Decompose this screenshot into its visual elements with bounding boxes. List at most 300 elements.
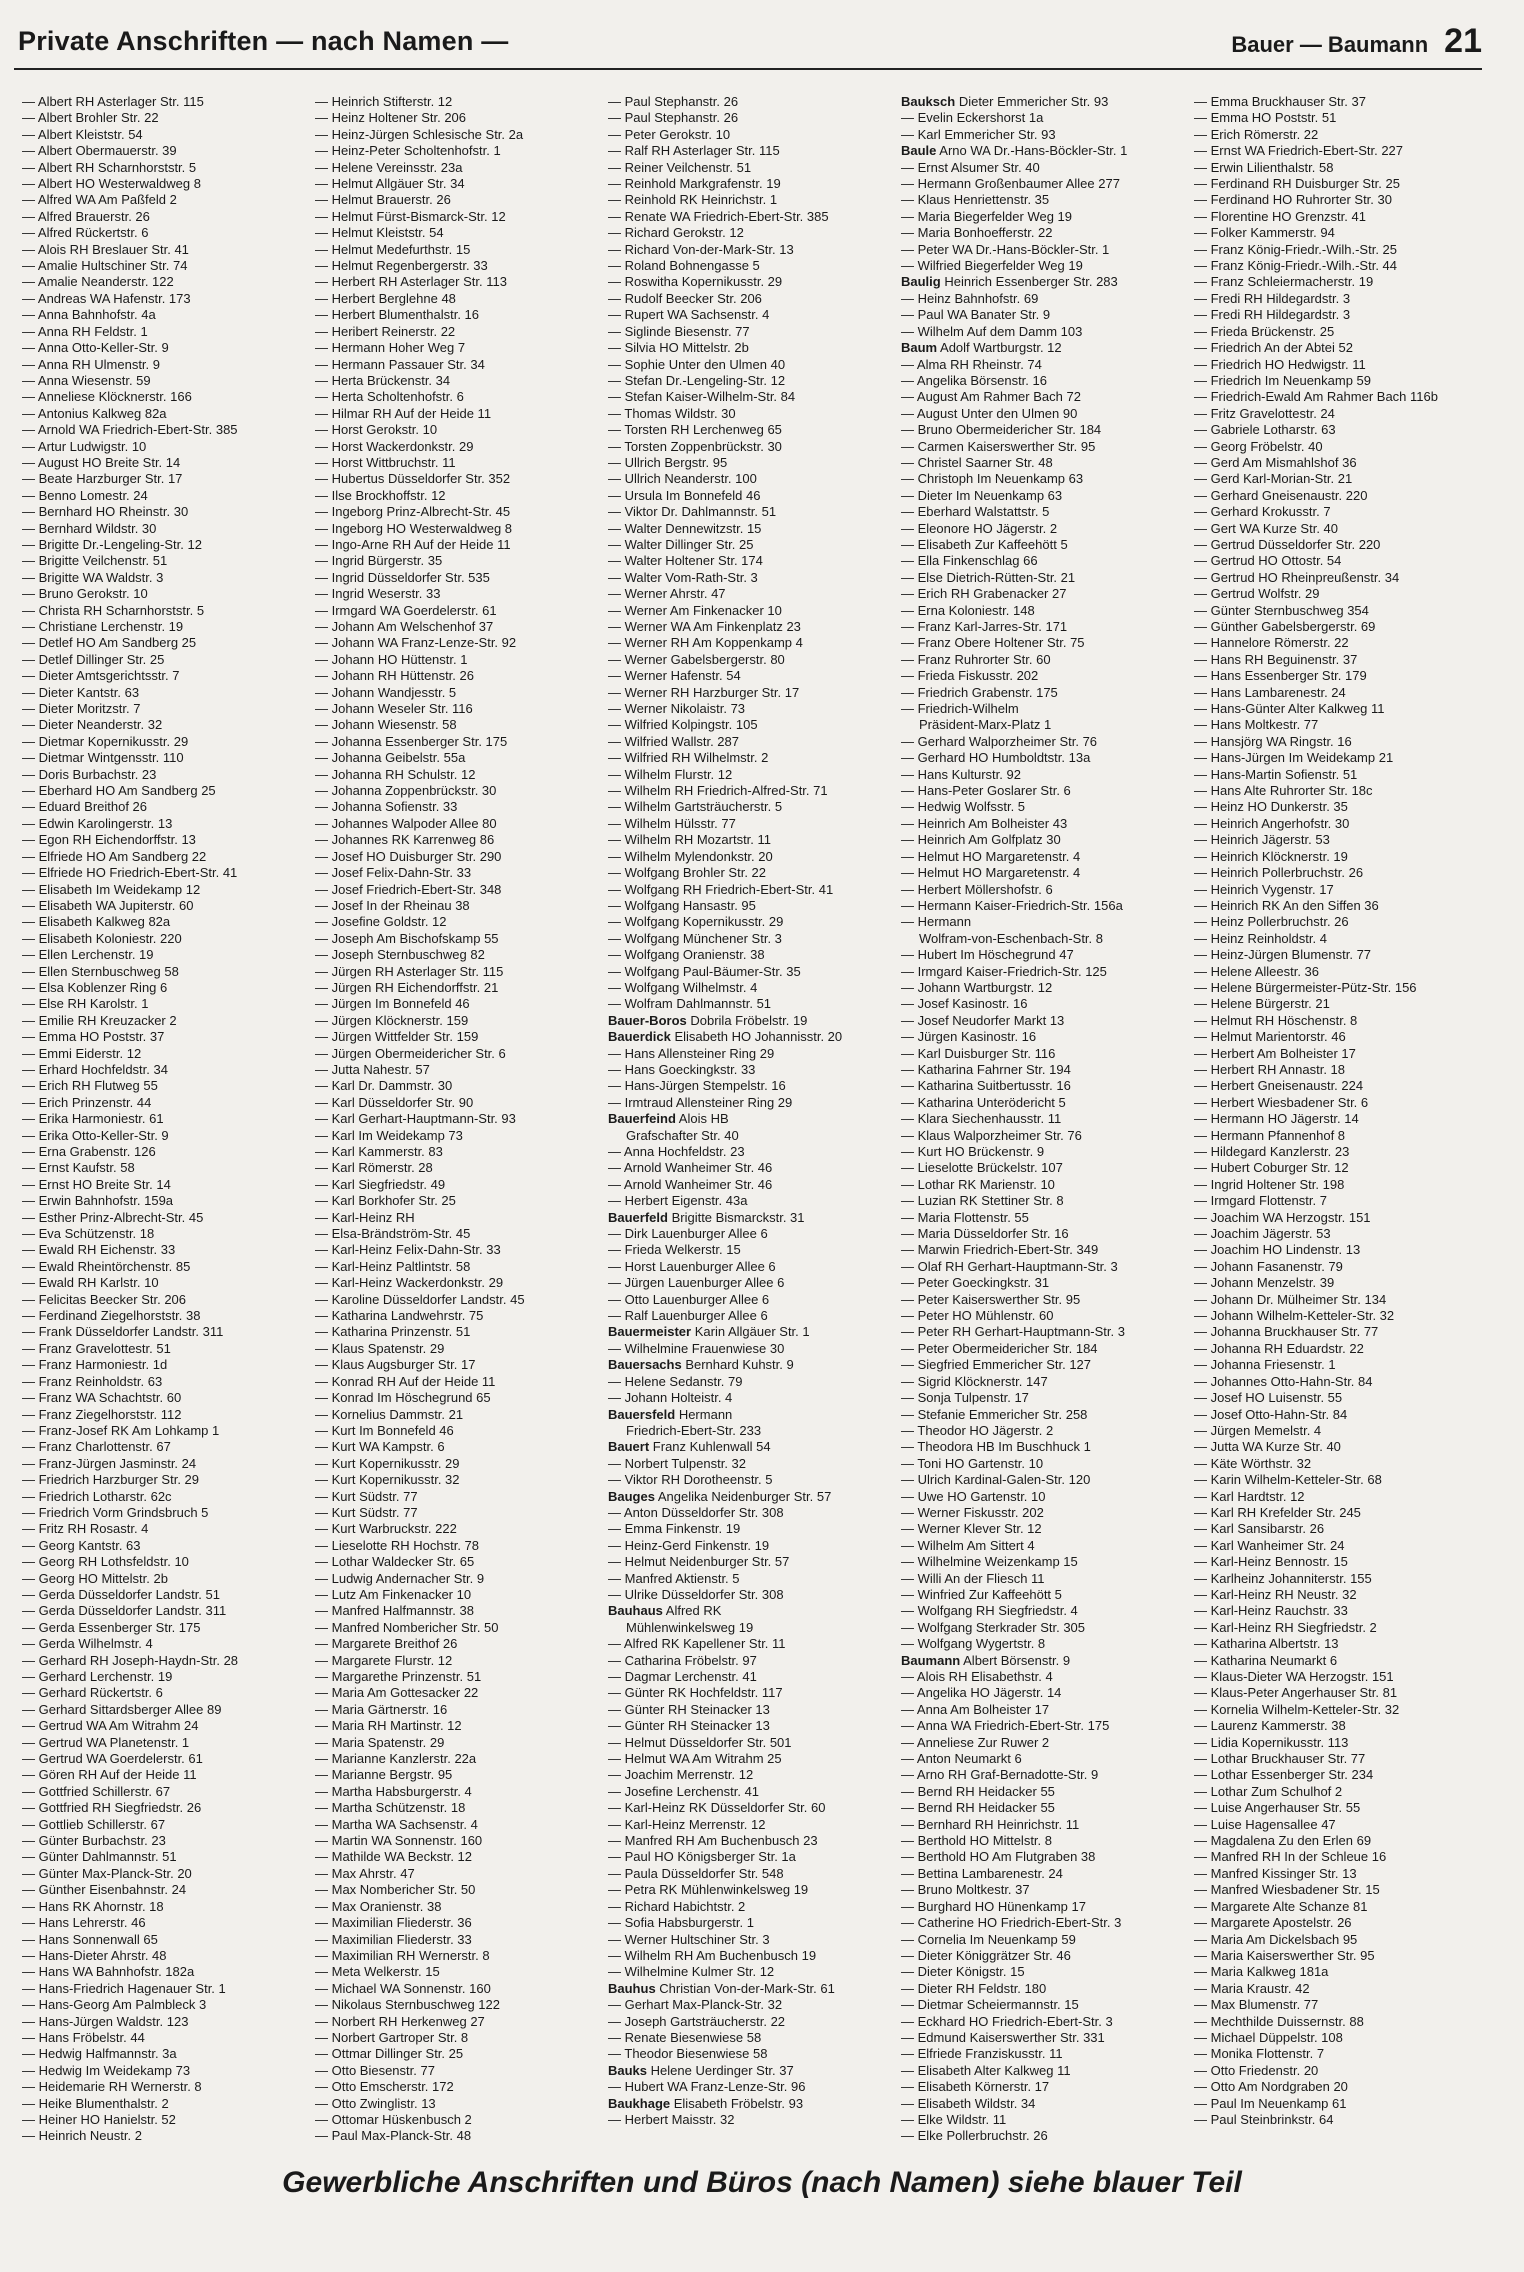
directory-entry: — Friedrich Lotharstr. 62c bbox=[22, 1488, 172, 1504]
directory-entry: — Herbert Blumenthalstr. 16 bbox=[315, 307, 480, 323]
directory-entry: — Gottfried Schillerstr. 67 bbox=[22, 1783, 171, 1799]
name-range: Bauer — Baumann bbox=[1231, 32, 1429, 57]
directory-entry: — Luise Hagensallee 47 bbox=[1194, 1816, 1336, 1832]
surname-heading: Bauerfeind bbox=[608, 1111, 676, 1127]
directory-entry: — Karl Im Weidekamp 73 bbox=[315, 1127, 463, 1143]
directory-entry: — Günter RH Steinacker 13 bbox=[608, 1718, 770, 1734]
directory-entry: — Walter Dillinger Str. 25 bbox=[608, 536, 754, 552]
directory-entry: — Ullrich Bergstr. 95 bbox=[608, 454, 728, 470]
directory-entry: — Karoline Düsseldorfer Landstr. 45 bbox=[315, 1291, 525, 1307]
directory-entry: — Ernst HO Breite Str. 14 bbox=[22, 1176, 171, 1192]
directory-entry: — Marianne Kanzlerstr. 22a bbox=[315, 1751, 477, 1767]
directory-entry: — Christoph Im Neuenkamp 63 bbox=[901, 471, 1084, 487]
directory-entry: — Emilie RH Kreuzacker 2 bbox=[22, 1012, 177, 1028]
directory-entry: — Johanna Essenberger Str. 175 bbox=[315, 733, 508, 749]
directory-entry: — Hubert Im Höschegrund 47 bbox=[901, 947, 1074, 963]
directory-entry: — Werner Fiskusstr. 202 bbox=[901, 1504, 1044, 1520]
directory-entry: Bauerdick Elisabeth HO Johannisstr. 20 bbox=[608, 1029, 843, 1045]
directory-entry: — Emma HO Poststr. 37 bbox=[22, 1029, 165, 1045]
directory-entry: — Wilhelm Am Sittert 4 bbox=[901, 1537, 1035, 1553]
directory-entry: — Dieter Im Neuenkamp 63 bbox=[901, 487, 1063, 503]
directory-entry: — Joseph Sternbuschweg 82 bbox=[315, 947, 485, 963]
directory-entry: — Johanna Friesenstr. 1 bbox=[1194, 1357, 1336, 1373]
directory-entry: — Gerda Essenberger Str. 175 bbox=[22, 1619, 201, 1635]
directory-entry: — Johanna Geibelstr. 55a bbox=[315, 750, 466, 766]
directory-entry: — Manfred RH In der Schleue 16 bbox=[1194, 1849, 1387, 1865]
directory-entry: — Reinhold RK Heinrichstr. 1 bbox=[608, 192, 778, 208]
directory-entry: — Elke Pollerbruchstr. 26 bbox=[901, 2128, 1048, 2144]
directory-entry: — Michael Düppelstr. 108 bbox=[1194, 2029, 1343, 2045]
directory-entry: — Stefan Kaiser-Wilhelm-Str. 84 bbox=[608, 389, 796, 405]
directory-entry: — Gerhard Gneisenaustr. 220 bbox=[1194, 487, 1368, 503]
directory-entry: — Wilhelm Mylendonkstr. 20 bbox=[608, 848, 773, 864]
directory-entry: — Elisabeth Wildstr. 34 bbox=[901, 2095, 1036, 2111]
directory-entry: — Eleonore HO Jägerstr. 2 bbox=[901, 520, 1058, 536]
footer-note: Gewerbliche Anschriften und Büros (nach Namen) siehe blauer Teil bbox=[282, 2166, 1242, 2199]
directory-entry: — Herta Scholtenhofstr. 6 bbox=[315, 389, 464, 405]
directory-entry: — Renate Biesenwiese 58 bbox=[608, 2029, 762, 2045]
directory-entry: — Fritz Gravelottestr. 24 bbox=[1194, 405, 1335, 421]
directory-entry: — Bettina Lambarenestr. 24 bbox=[901, 1865, 1063, 1881]
directory-entry: — Peter Goeckingkstr. 31 bbox=[901, 1275, 1050, 1291]
directory-entry: — Franz König-Friedr.-Wilh.-Str. 44 bbox=[1194, 258, 1397, 274]
directory-entry: — Jürgen Klöcknerstr. 159 bbox=[315, 1012, 469, 1028]
directory-entry: — Winfried Zur Kaffeehött 5 bbox=[901, 1586, 1062, 1602]
directory-entry: — Helmut Regenbergerstr. 33 bbox=[315, 258, 488, 274]
directory-entry: — Maria RH Martinstr. 12 bbox=[315, 1718, 462, 1734]
directory-entry: — Karl-Heinz Bennostr. 15 bbox=[1194, 1554, 1348, 1570]
directory-entry: — Johann Wilhelm-Ketteler-Str. 32 bbox=[1194, 1308, 1395, 1324]
directory-entry: — Friedrich Grabenstr. 175 bbox=[901, 684, 1058, 700]
directory-entry: — Karl Gerhart-Hauptmann-Str. 93 bbox=[315, 1111, 516, 1127]
directory-entry: — Hedwig Halfmannstr. 3a bbox=[22, 2046, 177, 2062]
directory-entry: — Ingrid Holtener Str. 198 bbox=[1194, 1176, 1345, 1192]
directory-entry: — Jürgen RH Asterlager Str. 115 bbox=[315, 963, 504, 979]
directory-entry: — August Am Rahmer Bach 72 bbox=[901, 389, 1081, 405]
page-number: 21 bbox=[1444, 22, 1482, 60]
directory-entry: — Friedrich Harzburger Str. 29 bbox=[22, 1472, 200, 1488]
directory-entry: — Arno RH Graf-Bernadotte-Str. 9 bbox=[901, 1767, 1099, 1783]
column-4 bbox=[901, 94, 1194, 2144]
directory-entry: Mühlenwinkelsweg 19 bbox=[626, 1619, 754, 1635]
directory-entry: — Helmut RH Höschenstr. 8 bbox=[1194, 1012, 1358, 1028]
directory-entry: — Norbert Gartroper Str. 8 bbox=[315, 2029, 469, 2045]
directory-entry: — Maximilian Fliederstr. 36 bbox=[315, 1915, 472, 1931]
directory-entry: — Werner Hultschiner Str. 3 bbox=[608, 1931, 770, 1947]
directory-entry: — Catharina Fröbelstr. 97 bbox=[608, 1652, 757, 1668]
directory-entry: — Maximilian Fliederstr. 33 bbox=[315, 1931, 472, 1947]
directory-entry: Bauks Helene Uerdinger Str. 37 bbox=[608, 2062, 794, 2078]
directory-entry: — Margarete Alte Schanze 81 bbox=[1194, 1898, 1368, 1914]
directory-entry: — Emma HO Poststr. 51 bbox=[1194, 110, 1337, 126]
directory-entry: — Walter Dennewitzstr. 15 bbox=[608, 520, 762, 536]
directory-entry: — Jürgen RH Eichendorffstr. 21 bbox=[315, 979, 499, 995]
directory-entry: — Ellen Sternbuschweg 58 bbox=[22, 963, 179, 979]
directory-entry: — Gottfried RH Siegfriedstr. 26 bbox=[22, 1800, 202, 1816]
directory-entry: — Jürgen Wittfelder Str. 159 bbox=[315, 1029, 479, 1045]
directory-entry: — Wolfgang Sterkrader Str. 305 bbox=[901, 1619, 1086, 1635]
surname-heading: Bauersfeld bbox=[608, 1406, 676, 1422]
directory-entry: — Dieter Moritzstr. 7 bbox=[22, 701, 141, 717]
directory-entry: — Jürgen Im Bonnefeld 46 bbox=[315, 996, 470, 1012]
directory-entry: — Helmut Marientorstr. 46 bbox=[1194, 1029, 1346, 1045]
directory-entry: — Erna Koloniestr. 148 bbox=[901, 602, 1035, 618]
directory-entry: — Margarete Flurstr. 12 bbox=[315, 1652, 453, 1668]
directory-entry: — Wilfried Wallstr. 287 bbox=[608, 733, 739, 749]
directory-entry: — Helmut Medefurthstr. 15 bbox=[315, 241, 471, 257]
directory-entry: — Paul Steinbrinkstr. 64 bbox=[1194, 2111, 1334, 2127]
directory-entry: — August HO Breite Str. 14 bbox=[22, 454, 181, 470]
directory-entry: — Lieselotte Brückelstr. 107 bbox=[901, 1160, 1063, 1176]
directory-entry: — Sofia Habsburgerstr. 1 bbox=[608, 1915, 754, 1931]
directory-entry: — Rudolf Beecker Str. 206 bbox=[608, 290, 762, 306]
directory-entry: — Brigitte Veilchenstr. 51 bbox=[22, 553, 168, 569]
directory-entry: — Ewald RH Karlstr. 10 bbox=[22, 1275, 159, 1291]
directory-entry: — Karl Wanheimer Str. 24 bbox=[1194, 1537, 1345, 1553]
directory-entry: — Catherine HO Friedrich-Ebert-Str. 3 bbox=[901, 1915, 1122, 1931]
directory-entry: — Gertrud WA Am Witrahm 24 bbox=[22, 1718, 199, 1734]
directory-entry: — Elisabeth WA Jupiterstr. 60 bbox=[22, 897, 194, 913]
directory-columns bbox=[22, 94, 1510, 2144]
directory-entry: — Ralf Lauenburger Allee 6 bbox=[608, 1308, 768, 1324]
directory-entry: — Lothar Zum Schulhof 2 bbox=[1194, 1783, 1343, 1799]
directory-entry: — Dieter RH Feldstr. 180 bbox=[901, 1980, 1047, 1996]
directory-entry: — Albert RH Asterlager Str. 115 bbox=[22, 94, 204, 109]
directory-entry: — Hans Allensteiner Ring 29 bbox=[608, 1045, 775, 1061]
directory-entry: — Gerhard HO Humboldtstr. 13a bbox=[901, 750, 1091, 766]
directory-entry: — Max Blumenstr. 77 bbox=[1194, 1997, 1319, 2013]
directory-entry: — Theodor HO Jägerstr. 2 bbox=[901, 1422, 1054, 1438]
directory-entry: — Johann RH Hüttenstr. 26 bbox=[315, 668, 474, 684]
directory-entry: — Elke Wildstr. 11 bbox=[901, 2111, 1007, 2127]
directory-entry: — Edmund Kaiserswerther Str. 331 bbox=[901, 2029, 1105, 2045]
directory-entry: — Norbert RH Herkenweg 27 bbox=[315, 2013, 485, 2029]
directory-entry: — Peter HO Mühlenstr. 60 bbox=[901, 1308, 1054, 1324]
directory-entry: — Klara Siechenhausstr. 11 bbox=[901, 1111, 1062, 1127]
directory-entry: — Heinrich Vygenstr. 17 bbox=[1194, 881, 1334, 897]
directory-entry: — Irmgard Flottenstr. 7 bbox=[1194, 1193, 1327, 1209]
directory-entry: — Ursula Im Bonnefeld 46 bbox=[608, 487, 761, 503]
directory-entry: — Herbert Am Bolheister 17 bbox=[1194, 1045, 1356, 1061]
directory-entry: — Maria Am Dickelsbach 95 bbox=[1194, 1931, 1358, 1947]
directory-entry: — Friedrich Im Neuenkamp 59 bbox=[1194, 372, 1372, 388]
directory-entry: — Berthold HO Am Flutgraben 38 bbox=[901, 1849, 1096, 1865]
directory-entry: — Arnold Wanheimer Str. 46 bbox=[608, 1176, 773, 1192]
directory-entry: — Gerhard RH Joseph-Haydn-Str. 28 bbox=[22, 1652, 239, 1668]
directory-entry: — Klaus-Peter Angerhauser Str. 81 bbox=[1194, 1685, 1398, 1701]
directory-entry: — Heinrich Klöcknerstr. 19 bbox=[1194, 848, 1348, 864]
directory-entry: — Gerhard Rückertstr. 6 bbox=[22, 1685, 163, 1701]
directory-entry: — Wilhelm Flurstr. 12 bbox=[608, 766, 733, 782]
directory-entry: — Lothar Essenberger Str. 234 bbox=[1194, 1767, 1374, 1783]
directory-entry: — Kornelius Dammstr. 21 bbox=[315, 1406, 464, 1422]
directory-entry: — Ewald RH Eichenstr. 33 bbox=[22, 1242, 176, 1258]
directory-entry: — Wolfgang RH Siegfriedstr. 4 bbox=[901, 1603, 1078, 1619]
directory-entry: — Elsa-Brändström-Str. 45 bbox=[315, 1226, 471, 1242]
directory-entry: — Emmi Eiderstr. 12 bbox=[22, 1045, 142, 1061]
directory-entry: — Edwin Karolingerstr. 13 bbox=[22, 815, 173, 831]
directory-entry: — Albert HO Westerwaldweg 8 bbox=[22, 176, 201, 192]
directory-entry: — Erich RH Flutweg 55 bbox=[22, 1078, 158, 1094]
directory-entry: Bauges Angelika Neidenburger Str. 57 bbox=[608, 1488, 832, 1504]
directory-entry: — Karl-Heinz RK Düsseldorfer Str. 60 bbox=[608, 1800, 826, 1816]
directory-entry: — Bernhard Wildstr. 30 bbox=[22, 520, 157, 536]
directory-entry: — Anna Wiesenstr. 59 bbox=[22, 372, 151, 388]
surname-heading: Bauges bbox=[608, 1488, 655, 1504]
page-header-right bbox=[1231, 22, 1482, 61]
directory-entry: Friedrich-Ebert-Str. 233 bbox=[626, 1422, 762, 1438]
directory-entry: — Gertrud WA Goerdelerstr. 61 bbox=[22, 1751, 203, 1767]
directory-entry: — Monika Flottenstr. 7 bbox=[1194, 2046, 1325, 2062]
directory-entry: — Katharina Fahrner Str. 194 bbox=[901, 1061, 1071, 1077]
surname-heading: Baule bbox=[901, 143, 937, 159]
directory-entry: — Helmut HO Margaretenstr. 4 bbox=[901, 848, 1081, 864]
directory-entry: — Eberhard Walstattstr. 5 bbox=[901, 504, 1050, 520]
directory-entry: — Gerda Düsseldorfer Landstr. 51 bbox=[22, 1586, 220, 1602]
directory-entry: — Klaus Henriettenstr. 35 bbox=[901, 192, 1050, 208]
directory-entry: — Bruno Obermeidericher Str. 184 bbox=[901, 422, 1102, 438]
directory-entry: — Theodor Biesenwiese 58 bbox=[608, 2046, 768, 2062]
directory-entry: — Hans-Günter Alter Kalkweg 11 bbox=[1194, 701, 1385, 717]
directory-entry: — Reiner Veilchenstr. 51 bbox=[608, 159, 752, 175]
directory-entry: — Konrad RH Auf der Heide 11 bbox=[315, 1373, 496, 1389]
directory-entry: — Richard Von-der-Mark-Str. 13 bbox=[608, 241, 794, 257]
directory-entry: — Katharina Neumarkt 6 bbox=[1194, 1652, 1338, 1668]
directory-entry: — Wilfried RH Wilhelmstr. 2 bbox=[608, 750, 769, 766]
directory-entry: — Kurt Südstr. 77 bbox=[315, 1488, 418, 1504]
directory-entry: — Heinz-Jürgen Blumenstr. 77 bbox=[1194, 947, 1372, 963]
directory-entry: — Joseph Gartsträucherstr. 22 bbox=[608, 2013, 786, 2029]
page-header bbox=[14, 22, 1482, 70]
directory-entry: — Heinz Bahnhofstr. 69 bbox=[901, 290, 1039, 306]
directory-entry: — Rupert WA Sachsenstr. 4 bbox=[608, 307, 770, 323]
directory-entry: — Theodora HB Im Buschhuck 1 bbox=[901, 1439, 1091, 1455]
directory-entry: — Karl-Heinz Merrenstr. 12 bbox=[608, 1816, 766, 1832]
directory-entry: — Klaus Spatenstr. 29 bbox=[315, 1340, 445, 1356]
directory-entry: — Felicitas Beecker Str. 206 bbox=[22, 1291, 187, 1307]
directory-entry: — Margarete Breithof 26 bbox=[315, 1636, 458, 1652]
directory-entry: — Christiane Lerchenstr. 19 bbox=[22, 619, 184, 634]
directory-entry: — Jutta WA Kurze Str. 40 bbox=[1194, 1439, 1341, 1455]
directory-entry: — Karl Düsseldorfer Str. 90 bbox=[315, 1094, 474, 1110]
directory-entry: — Johann Am Welschenhof 37 bbox=[315, 619, 494, 634]
directory-entry: — Dietmar Kopernikusstr. 29 bbox=[22, 733, 189, 749]
directory-entry: — Helmut Allgäuer Str. 34 bbox=[315, 176, 465, 192]
directory-entry: — Klaus Walporzheimer Str. 76 bbox=[901, 1127, 1082, 1143]
directory-entry: — Evelin Eckershorst 1a bbox=[901, 110, 1044, 126]
directory-entry: — Gerd Karl-Morian-Str. 21 bbox=[1194, 471, 1353, 487]
directory-entry: — Hans-Jürgen Stempelstr. 16 bbox=[608, 1078, 786, 1094]
directory-entry: — Mechthilde Duissernstr. 88 bbox=[1194, 2013, 1364, 2029]
directory-entry: — Friedrich-Ewald Am Rahmer Bach 116b bbox=[1194, 389, 1438, 405]
page-title: Private Anschriften — nach Namen — bbox=[18, 26, 509, 56]
surname-heading: Bauks bbox=[608, 2062, 648, 2078]
directory-entry: — Gabriele Lotharstr. 63 bbox=[1194, 422, 1336, 438]
directory-entry: — Ilse Brockhoffstr. 12 bbox=[315, 487, 446, 503]
directory-entry: — Josef HO Duisburger Str. 290 bbox=[315, 848, 502, 864]
directory-entry: — Johann WA Franz-Lenze-Str. 92 bbox=[315, 635, 517, 651]
directory-entry: — Thomas Wildstr. 30 bbox=[608, 405, 736, 421]
directory-entry: — Burghard HO Hünenkamp 17 bbox=[901, 1898, 1086, 1914]
directory-entry: — Werner Klever Str. 12 bbox=[901, 1521, 1042, 1537]
directory-entry: Baukhage Elisabeth Fröbelstr. 93 bbox=[608, 2095, 804, 2111]
directory-entry: — Helmut Neidenburger Str. 57 bbox=[608, 1554, 790, 1570]
directory-entry: — Helmut Brauerstr. 26 bbox=[315, 192, 451, 208]
directory-entry: — Werner Gabelsbergerstr. 80 bbox=[608, 651, 785, 667]
directory-entry: — Silvia HO Mittelstr. 2b bbox=[608, 340, 749, 356]
directory-entry: — Franz-Jürgen Jasminstr. 24 bbox=[22, 1455, 197, 1471]
directory-entry: — Torsten Zoppenbrückstr. 30 bbox=[608, 438, 782, 454]
directory-entry: — Otto Biesenstr. 77 bbox=[315, 2062, 435, 2078]
directory-entry: — Jürgen Obermeidericher Str. 6 bbox=[315, 1045, 506, 1061]
directory-entry: — Johann Wiesenstr. 58 bbox=[315, 717, 457, 733]
directory-entry: — Hildegard Kanzlerstr. 23 bbox=[1194, 1144, 1350, 1159]
directory-entry: — Günter Dahlmannstr. 51 bbox=[22, 1849, 177, 1865]
directory-entry: — Amalie Hultschiner Str. 74 bbox=[22, 258, 188, 274]
directory-entry: — Hermann bbox=[901, 914, 972, 930]
directory-entry: — Reinhold Markgrafenstr. 19 bbox=[608, 176, 781, 192]
directory-entry: — Josef Friedrich-Ebert-Str. 348 bbox=[315, 881, 502, 897]
directory-entry: — Karl Duisburger Str. 116 bbox=[901, 1045, 1056, 1061]
directory-entry: — Konrad Im Höschegrund 65 bbox=[315, 1390, 491, 1406]
directory-entry: — Helene Bürgermeister-Pütz-Str. 156 bbox=[1194, 979, 1417, 995]
directory-entry: — Heinrich Angerhofstr. 30 bbox=[1194, 815, 1350, 831]
directory-entry: — Olaf RH Gerhart-Hauptmann-Str. 3 bbox=[901, 1258, 1118, 1274]
directory-entry: — Roland Bohnengasse 5 bbox=[608, 258, 760, 274]
directory-entry: — Hermann Großenbaumer Allee 277 bbox=[901, 176, 1120, 192]
directory-entry: — Anna WA Friedrich-Ebert-Str. 175 bbox=[901, 1718, 1110, 1734]
directory-entry: — Friedrich Vorm Grindsbruch 5 bbox=[22, 1504, 209, 1520]
directory-entry: Wolfram-von-Eschenbach-Str. 8 bbox=[919, 930, 1103, 946]
directory-entry: — Elfriede Franziskusstr. 11 bbox=[901, 2046, 1063, 2062]
directory-entry: — Hedwig Wolfsstr. 5 bbox=[901, 799, 1026, 815]
directory-entry: — Kurt WA Kampstr. 6 bbox=[315, 1439, 445, 1455]
surname-heading: Baumann bbox=[901, 1652, 961, 1668]
directory-entry: Bauhus Christian Von-der-Mark-Str. 61 bbox=[608, 1980, 835, 1996]
directory-entry: — Albert Obermauerstr. 39 bbox=[22, 143, 177, 159]
directory-entry: — Josef Felix-Dahn-Str. 33 bbox=[315, 865, 472, 881]
surname-heading: Bauert bbox=[608, 1439, 650, 1455]
directory-entry: — Ullrich Neanderstr. 100 bbox=[608, 471, 757, 487]
directory-entry: — Gertrud HO Ottostr. 54 bbox=[1194, 553, 1342, 569]
directory-entry: — Karl Dr. Dammstr. 30 bbox=[315, 1078, 453, 1094]
directory-entry: — Karl-Heinz RH Neustr. 32 bbox=[1194, 1586, 1357, 1602]
directory-entry: — Meta Welkerstr. 15 bbox=[315, 1964, 440, 1980]
directory-entry: — Elisabeth Koloniestr. 220 bbox=[22, 930, 182, 946]
directory-entry: — Wolfgang Wilhelmstr. 4 bbox=[608, 979, 758, 995]
directory-entry: — Irmgard Kaiser-Friedrich-Str. 125 bbox=[901, 963, 1107, 979]
directory-entry: — Josef Otto-Hahn-Str. 84 bbox=[1194, 1406, 1348, 1422]
directory-entry: — Jürgen Kasinostr. 16 bbox=[901, 1029, 1037, 1045]
directory-entry: — Günter Burbachstr. 23 bbox=[22, 1833, 166, 1849]
directory-entry: — Johann HO Hüttenstr. 1 bbox=[315, 651, 468, 667]
directory-entry: — Georg Fröbelstr. 40 bbox=[1194, 438, 1323, 454]
directory-entry: — Hans-Friedrich Hagenauer Str. 1 bbox=[22, 1980, 226, 1996]
directory-entry: — Paul Max-Planck-Str. 48 bbox=[315, 2128, 472, 2144]
directory-entry: — Irmgard WA Goerdelerstr. 61 bbox=[315, 602, 497, 618]
directory-entry: — Wolfgang Paul-Bäumer-Str. 35 bbox=[608, 963, 801, 979]
directory-entry: — Petra RK Mühlenwinkelsweg 19 bbox=[608, 1882, 809, 1898]
directory-entry: — Ulrich Kardinal-Galen-Str. 120 bbox=[901, 1472, 1091, 1488]
directory-entry: — Gerda Düsseldorfer Landstr. 311 bbox=[22, 1603, 227, 1619]
directory-entry: — Karl Emmericher Str. 93 bbox=[901, 126, 1056, 142]
directory-entry: — Heinrich Neustr. 2 bbox=[22, 2128, 142, 2144]
directory-entry: — Egon RH Eichendorffstr. 13 bbox=[22, 832, 196, 848]
directory-entry: — Klaus Augsburger Str. 17 bbox=[315, 1357, 476, 1373]
directory-entry: — Dagmar Lerchenstr. 41 bbox=[608, 1669, 757, 1684]
directory-entry: — Johanna Bruckhauser Str. 77 bbox=[1194, 1324, 1379, 1340]
directory-entry: — Fredi RH Hildegardstr. 3 bbox=[1194, 290, 1351, 306]
directory-entry: — Eberhard HO Am Sandberg 25 bbox=[22, 783, 216, 799]
directory-entry: — Florentine HO Grenzstr. 41 bbox=[1194, 208, 1366, 224]
directory-entry: — Alfred Rückertstr. 6 bbox=[22, 225, 149, 241]
directory-entry: — Emma Finkenstr. 19 bbox=[608, 1521, 741, 1537]
directory-entry: — Hans Alte Ruhrorter Str. 18c bbox=[1194, 783, 1373, 799]
directory-entry: — Elsa Koblenzer Ring 6 bbox=[22, 979, 168, 995]
directory-entry: — Gören RH Auf der Heide 11 bbox=[22, 1767, 197, 1783]
directory-entry: — Wolfram Dahlmannstr. 51 bbox=[608, 996, 772, 1012]
directory-entry: — Max Ahrstr. 47 bbox=[315, 1865, 415, 1881]
directory-entry: — Werner RH Harzburger Str. 17 bbox=[608, 684, 800, 700]
directory-entry: — Gottlieb Schillerstr. 67 bbox=[22, 1816, 166, 1832]
directory-entry: — Johann Dr. Mülheimer Str. 134 bbox=[1194, 1291, 1387, 1307]
directory-entry: — Renate WA Friedrich-Ebert-Str. 385 bbox=[608, 208, 829, 224]
directory-entry: — Wilhelmine Frauenwiese 30 bbox=[608, 1340, 785, 1356]
directory-entry: — Maria Kraustr. 42 bbox=[1194, 1980, 1310, 1996]
directory-entry: — Hans Essenberger Str. 179 bbox=[1194, 668, 1367, 684]
directory-entry: — Herbert RH Asterlager Str. 113 bbox=[315, 274, 507, 290]
directory-entry: — Gertrud Wolfstr. 29 bbox=[1194, 586, 1320, 602]
directory-entry: — Frieda Welkerstr. 15 bbox=[608, 1242, 741, 1258]
directory-entry: — Helmut HO Margaretenstr. 4 bbox=[901, 865, 1081, 881]
directory-entry: — Paula Düsseldorfer Str. 548 bbox=[608, 1865, 784, 1881]
directory-entry: — Heinz Pollerbruchstr. 26 bbox=[1194, 914, 1349, 930]
directory-entry: — Joachim Jägerstr. 53 bbox=[1194, 1226, 1331, 1242]
directory-entry: — Franz Harmoniestr. 1d bbox=[22, 1357, 168, 1373]
directory-entry: — Horst Wackerdonkstr. 29 bbox=[315, 438, 474, 454]
surname-heading: Bauer-Boros bbox=[608, 1012, 687, 1028]
directory-entry: — Margarete Apostelstr. 26 bbox=[1194, 1915, 1352, 1931]
directory-entry: — Bernhard RH Heinrichstr. 11 bbox=[901, 1816, 1080, 1832]
directory-entry: — Ludwig Andernacher Str. 9 bbox=[315, 1570, 485, 1586]
directory-entry: — Hannelore Römerstr. 22 bbox=[1194, 635, 1349, 651]
directory-entry: — Otto Zwinglistr. 13 bbox=[315, 2095, 436, 2111]
directory-entry: — Torsten RH Lerchenweg 65 bbox=[608, 422, 782, 438]
directory-entry: — Jürgen Lauenburger Allee 6 bbox=[608, 1275, 785, 1291]
directory-entry: — Hans Lehrerstr. 46 bbox=[22, 1915, 146, 1931]
directory-entry: — Margarethe Prinzenstr. 51 bbox=[315, 1669, 482, 1684]
directory-entry: — Alois RH Elisabethstr. 4 bbox=[901, 1669, 1053, 1684]
directory-entry: — Peter Kaiserswerther Str. 95 bbox=[901, 1291, 1081, 1307]
directory-entry: — Laurenz Kammerstr. 38 bbox=[1194, 1718, 1346, 1734]
surname-heading: Bauhaus bbox=[608, 1603, 663, 1619]
directory-entry: — Franz WA Schachtstr. 60 bbox=[22, 1390, 182, 1406]
directory-entry: — Anna Hochfeldstr. 23 bbox=[608, 1144, 745, 1159]
directory-entry: — Hubert WA Franz-Lenze-Str. 96 bbox=[608, 2079, 806, 2095]
directory-entry: — Dietmar Scheiermannstr. 15 bbox=[901, 1997, 1079, 2013]
directory-entry: — Beate Harzburger Str. 17 bbox=[22, 471, 183, 487]
directory-entry: — Kurt Warbruckstr. 222 bbox=[315, 1521, 457, 1537]
directory-entry: — Artur Ludwigstr. 10 bbox=[22, 438, 147, 454]
directory-entry: — Sigrid Klöcknerstr. 147 bbox=[901, 1373, 1048, 1389]
directory-entry: — Johann Weseler Str. 116 bbox=[315, 701, 473, 717]
column-2 bbox=[315, 94, 608, 2144]
directory-entry: — Karl Kammerstr. 83 bbox=[315, 1144, 443, 1159]
directory-entry: — Karl-Heinz Felix-Dahn-Str. 33 bbox=[315, 1242, 501, 1258]
directory-entry: — Lieselotte RH Hochstr. 78 bbox=[315, 1537, 480, 1553]
directory-entry: — Brigitte Dr.-Lengeling-Str. 12 bbox=[22, 536, 202, 552]
directory-entry: — Albert Brohler Str. 22 bbox=[22, 110, 159, 126]
